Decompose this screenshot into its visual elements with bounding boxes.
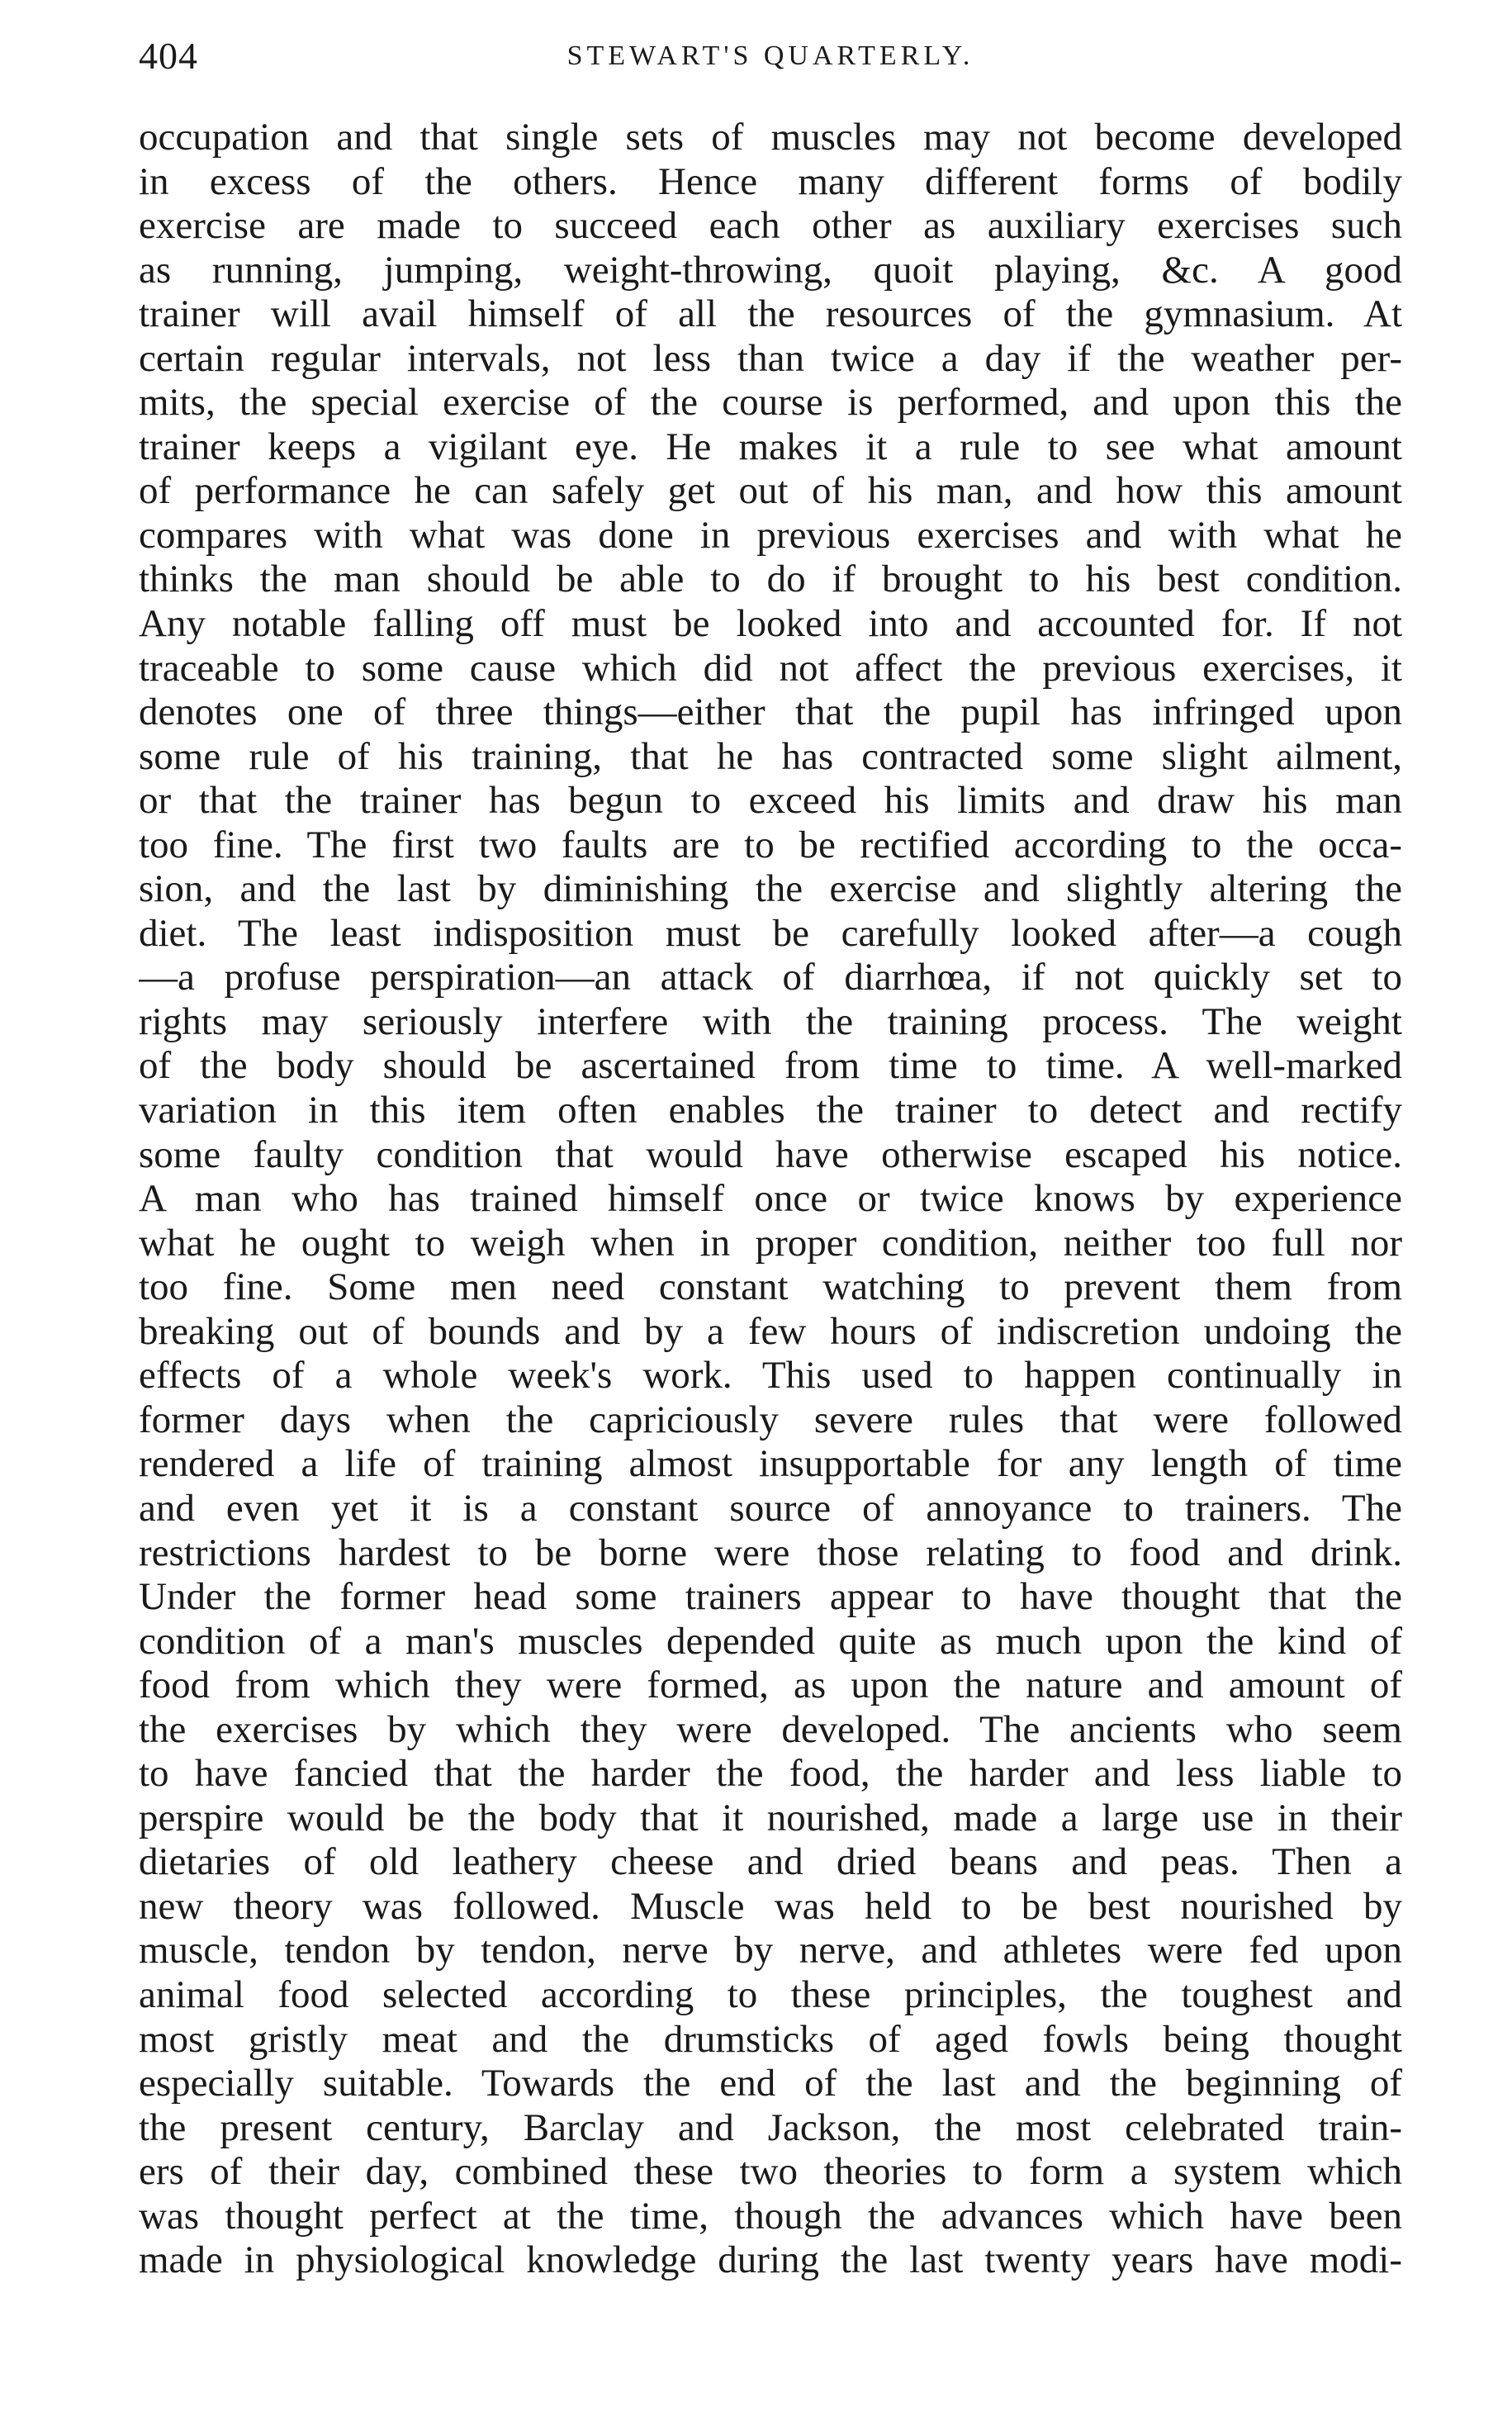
text-line: sion, and the last by diminishing the exercise and slightly altering the — [139, 867, 1402, 911]
text-line: rights may seriously interfere with the training process. The weight — [139, 999, 1402, 1043]
text-line: some faulty condition that would have otherwise escaped his notice. — [139, 1132, 1402, 1176]
text-line: Under the former head some trainers appear to have thought that the — [139, 1575, 1402, 1619]
text-line: made in physiological knowledge during the last twenty years have modi- — [139, 2238, 1402, 2282]
text-line: of performance he can safely get out of his man, and how this amount — [139, 469, 1402, 513]
text-line: condition of a man's muscles depended quite as much upon the kind of — [139, 1619, 1402, 1663]
text-line: most gristly meat and the drumsticks of aged fowls being thought — [139, 2017, 1402, 2061]
text-line: mits, the special exercise of the course is performed, and upon this the — [139, 381, 1402, 425]
text-line: in excess of the others. Hence many different forms of bodily — [139, 159, 1402, 203]
page-header — [139, 31, 1402, 81]
text-line: some rule of his training, that he has contracted some slight ailment, — [139, 734, 1402, 778]
text-line: what he ought to weigh when in proper condition, neither too full nor — [139, 1221, 1402, 1265]
text-line: and even yet it is a constant source of annoyance to trainers. The — [139, 1486, 1402, 1530]
text-line: rendered a life of training almost insupportable for any length of time — [139, 1442, 1402, 1486]
text-line: the present century, Barclay and Jackson, the most celebrated train- — [139, 2105, 1402, 2149]
text-line: to have fancied that the harder the food, the harder and less liable to — [139, 1752, 1402, 1796]
text-line: thinks the man should be able to do if brought to his best condition. — [139, 558, 1402, 601]
text-line: animal food selected according to these principles, the toughest and — [139, 1972, 1402, 2016]
text-line: trainer keeps a vigilant eye. He makes it a rule to see what amount — [139, 425, 1402, 468]
text-line: perspire would be the body that it nourished, made a large use in their — [139, 1796, 1402, 1839]
text-line: breaking out of bounds and by a few hours of indiscretion undoing the — [139, 1309, 1402, 1353]
text-line: compares with what was done in previous exercises and with what he — [139, 513, 1402, 557]
body-text — [139, 116, 1402, 2283]
text-line: trainer will avail himself of all the resources of the gymnasium. At — [139, 292, 1402, 336]
text-line: occupation and that single sets of muscles may not become developed — [139, 116, 1402, 159]
text-line: —a profuse perspiration—an attack of diarrhœa, if not quickly set to — [139, 956, 1402, 999]
text-line: was thought perfect at the time, though the advances which have been — [139, 2194, 1402, 2238]
text-line: as running, jumping, weight-throwing, quoit playing, &c. A good — [139, 248, 1402, 292]
text-line: diet. The least indisposition must be carefully looked after—a cough — [139, 911, 1402, 955]
text-line: food from which they were formed, as upon the nature and amount of — [139, 1664, 1402, 1707]
text-line: the exercises by which they were developed. The ancients who seem — [139, 1707, 1402, 1751]
text-line: restrictions hardest to be borne were those relating to food and drink. — [139, 1531, 1402, 1574]
text-line: variation in this item often enables the trainer to detect and rectify — [139, 1089, 1402, 1132]
text-line: especially suitable. Towards the end of the last and the beginning of — [139, 2062, 1402, 2105]
running-title: STEWART'S QUARTERLY. — [566, 40, 974, 71]
text-line: new theory was followed. Muscle was held to be best nourished by — [139, 1884, 1402, 1928]
text-line: too fine. Some men need constant watching to prevent them from — [139, 1265, 1402, 1309]
text-line: traceable to some cause which did not affect the previous exercises, it — [139, 646, 1402, 690]
text-line: former days when the capriciously severe rules that were followed — [139, 1398, 1402, 1441]
text-line: Any notable falling off must be looked into and accounted for. If not — [139, 602, 1402, 646]
text-line: dietaries of old leathery cheese and dried beans and peas. Then a — [139, 1840, 1402, 1884]
text-line: certain regular intervals, not less than twice a day if the weather per- — [139, 336, 1402, 380]
text-line: denotes one of three things—either that the pupil has infringed upon — [139, 691, 1402, 734]
text-line: or that the trainer has begun to exceed his limits and draw his man — [139, 779, 1402, 823]
text-line: of the body should be ascertained from time to time. A well-marked — [139, 1044, 1402, 1088]
page-number: 404 — [139, 35, 198, 77]
text-line: effects of a whole week's work. This used to happen continually in — [139, 1354, 1402, 1398]
text-line: A man who has trained himself once or twice knows by experience — [139, 1177, 1402, 1221]
text-line: muscle, tendon by tendon, nerve by nerve, and athletes were fed upon — [139, 1929, 1402, 1972]
text-line: exercise are made to succeed each other as auxiliary exercises such — [139, 204, 1402, 248]
text-line: too fine. The first two faults are to be rectified according to the occa- — [139, 823, 1402, 866]
text-line: ers of their day, combined these two theories to form a system which — [139, 2150, 1402, 2194]
